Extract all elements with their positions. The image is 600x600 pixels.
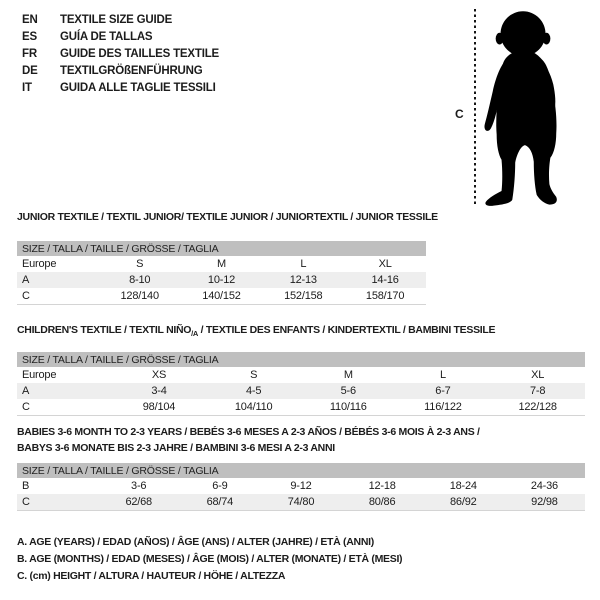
footnotes xyxy=(17,536,402,587)
table-row-months xyxy=(17,478,585,494)
value-cell: 3-6 xyxy=(131,480,147,492)
language-row xyxy=(22,62,219,79)
value-cell: 3-4 xyxy=(151,385,167,397)
value-cell: 5-6 xyxy=(340,385,356,397)
value-cell: 6-9 xyxy=(212,480,228,492)
size-header-bar: SIZE / TALLA / TAILLE / GRÖSSE / TAGLIA xyxy=(17,352,585,367)
value-cell: 62/68 xyxy=(125,496,152,508)
language-code: EN xyxy=(22,13,38,26)
value-cell: 98/104 xyxy=(142,401,176,413)
row-label-cell: A xyxy=(22,274,30,286)
value-cell: M xyxy=(343,369,353,381)
value-cell: 7-8 xyxy=(529,385,546,397)
size-table-babies xyxy=(17,463,585,511)
value-cell: 80/86 xyxy=(368,496,396,508)
language-code: FR xyxy=(22,47,37,60)
value-cell: S xyxy=(136,258,144,270)
size-header-bar: SIZE / TALLA / TAILLE / GRÖSSE / TAGLIA xyxy=(17,463,585,478)
language-label: GUIDA ALLE TAGLIE TESSILI xyxy=(60,81,216,94)
section-title-junior: JUNIOR TEXTILE / TEXTIL JUNIOR/ TEXTILE JUNIOR / JUNIORTEXTIL / JUNIOR TESSILE xyxy=(17,211,438,223)
size-header-bar: SIZE / TALLA / TAILLE / GRÖSSE / TAGLIA xyxy=(17,241,426,256)
size-header-row xyxy=(17,352,585,367)
section-title-babies-line2: BABYS 3-6 MONATE BIS 2-3 JAHRE / BAMBINI 3-6 MESI A 2-3 ANNI xyxy=(17,442,335,454)
row-label-cell: B xyxy=(22,480,30,492)
value-cell: 8-10 xyxy=(129,274,151,286)
row-label-cell: C xyxy=(22,401,30,413)
value-cell: 122/128 xyxy=(518,401,557,413)
footnote-c: C. (cm) HEIGHT / ALTURA / HAUTEUR / HÖHE / ALTEZZA xyxy=(17,570,286,582)
value-cell: 4-5 xyxy=(245,385,262,397)
table-row-europe xyxy=(17,256,426,272)
value-cell: 9-12 xyxy=(290,480,312,492)
value-cell: 18-24 xyxy=(449,480,477,492)
section-title-children-pre: CHILDREN'S TEXTILE / TEXTIL NIÑO xyxy=(17,324,192,336)
size-header-row xyxy=(17,463,585,478)
value-cell: XS xyxy=(151,369,167,381)
section-title-children xyxy=(17,324,495,338)
value-cell: 24-36 xyxy=(530,480,558,492)
language-code: IT xyxy=(22,81,32,94)
size-table-children xyxy=(17,352,585,416)
table-row-height xyxy=(17,288,426,305)
value-cell: 92/98 xyxy=(531,496,558,508)
value-cell: L xyxy=(439,369,446,381)
value-cell: 68/74 xyxy=(206,496,234,508)
language-row xyxy=(22,45,219,62)
value-cell: XL xyxy=(378,258,392,270)
value-cell: 104/110 xyxy=(234,401,273,413)
height-dashed-line xyxy=(474,9,476,205)
language-row xyxy=(22,28,219,45)
value-cell: 110/116 xyxy=(329,401,367,413)
footnote-a: A. AGE (YEARS) / EDAD (AÑOS) / ÂGE (ANS) / ALTER (JAHRE) / ETÀ (ANNI) xyxy=(17,536,374,548)
value-cell: 152/158 xyxy=(284,290,323,302)
value-cell: 86/92 xyxy=(450,496,477,508)
language-code: DE xyxy=(22,64,38,77)
table-row-age xyxy=(17,383,585,399)
language-row xyxy=(22,11,219,28)
section-title-children-sub: /A xyxy=(191,329,199,339)
language-code: ES xyxy=(22,30,37,43)
section-title-children-post: / TEXTILE DES ENFANTS / KINDERTEXTIL / BAMBINI TESSILE xyxy=(198,324,496,336)
value-cell: L xyxy=(300,258,307,270)
value-cell: XL xyxy=(531,369,545,381)
value-cell: 116/122 xyxy=(424,401,462,413)
section-title-babies-line1: BABIES 3-6 MONTH TO 2-3 YEARS / BEBÉS 3-6 MESES A 2-3 AÑOS / BÉBÉS 3-6 MOIS À 2-3 ANS / xyxy=(17,426,480,438)
language-label: TEXTILE SIZE GUIDE xyxy=(60,13,173,26)
section-title-babies xyxy=(17,424,577,456)
language-label: GUÍA DE TALLAS xyxy=(60,30,153,43)
value-cell: 12-18 xyxy=(368,480,396,492)
size-table-junior xyxy=(17,241,426,305)
row-label-cell: C xyxy=(22,496,30,508)
language-label: TEXTILGRÖßENFÜHRUNG xyxy=(60,64,203,77)
value-cell: 14-16 xyxy=(371,274,399,286)
value-cell: 6-7 xyxy=(435,385,451,397)
value-cell: 128/140 xyxy=(120,290,159,302)
row-label-cell: C xyxy=(22,290,30,302)
value-cell: S xyxy=(250,369,258,381)
baby-silhouette-image xyxy=(482,7,566,207)
language-row xyxy=(22,79,219,96)
value-cell: M xyxy=(217,258,226,270)
value-cell: 74/80 xyxy=(287,496,315,508)
value-cell: 158/170 xyxy=(365,290,405,302)
table-row-height xyxy=(17,399,585,416)
size-header-row xyxy=(17,241,426,256)
row-label-cell: Europe xyxy=(22,258,57,270)
row-label-cell: A xyxy=(22,385,30,397)
row-label-cell: Europe xyxy=(22,369,57,381)
value-cell: 10-12 xyxy=(207,274,236,286)
height-label-c: C xyxy=(455,107,464,121)
language-guide xyxy=(22,11,219,96)
table-row-europe xyxy=(17,367,585,383)
language-label: GUIDE DES TAILLES TEXTILE xyxy=(60,47,219,60)
value-cell: 140/152 xyxy=(202,290,241,302)
table-row-age xyxy=(17,272,426,288)
footnote-b: B. AGE (MONTHS) / EDAD (MESES) / ÂGE (MOIS) / ALTER (MONATE) / ETÀ (MESI) xyxy=(17,553,403,565)
value-cell: 12-13 xyxy=(289,274,317,286)
table-row-height xyxy=(17,494,585,511)
